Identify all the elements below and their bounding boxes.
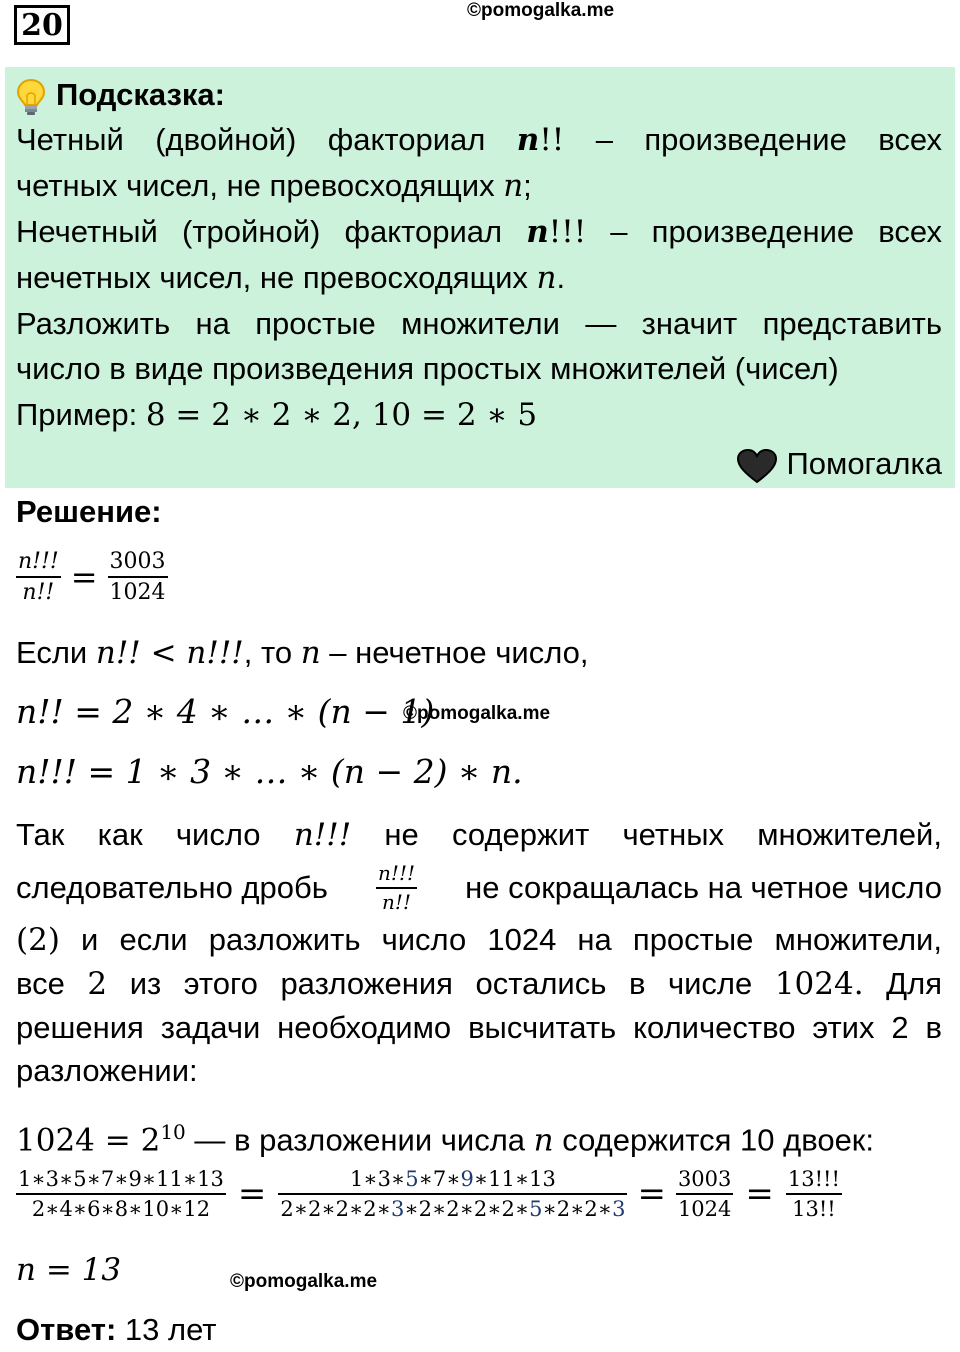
fraction-1: $\frac{1∗3∗5∗7∗9∗11∗13}{2∗4∗6∗8∗10∗12}$ [18,1167,224,1222]
watermark-bottom: ©pomogalka.me [230,1271,378,1292]
word: произведение [644,122,847,157]
solution-title: Решение: [16,494,162,529]
equation-2: n!! = 2 ∗ 4 ∗ … ∗ (n − 1) [16,692,435,731]
triple-factorial: n!!! [526,214,587,250]
condition-line: Если n!! < n!!!, то n – нечетное число, [16,635,589,671]
word: – [595,122,613,157]
brand-name: Помогалка [786,446,942,481]
paragraph-line-1: Так как число n!!! не содержит четных множителей, [16,817,942,853]
inline-fraction: $\frac{n!!!}{n!!}$ [378,861,416,914]
hint-line-5: Разложить на простые множители — значит представить [16,306,942,341]
equation-5: n = 13 [16,1252,122,1288]
fraction-3: $\frac{3003}{1024}$ [677,1167,732,1222]
fraction-2: $\frac{1∗3∗5∗7∗9∗11∗13}{2∗2∗2∗2∗3∗2∗2∗2∗2∗5∗2∗2∗3}$ [280,1167,626,1222]
equation-3: n!!! = 1 ∗ 3 ∗ … ∗ (n − 2) ∗ n. [16,752,523,791]
heart-icon [736,448,778,484]
word: Четный [16,122,124,157]
fraction-right: $\frac{3003}{1024}$ [109,549,166,606]
watermark-middle: ©pomogalka.me [403,703,551,724]
paragraph-line-2: следовательно дробь $\frac{n!!!}{n!!}$ не сокращалась на четное число [16,861,942,914]
hint-line-2: четных чисел, не превосходящих n; [16,168,532,204]
problem-number: 20 [14,5,70,45]
fraction-4: $\frac{13!!!}{13!!}$ [787,1167,840,1222]
hint-example: Пример: 8 = 2 ∗ 2 ∗ 2, 10 = 2 ∗ 5 [16,397,538,433]
word: факториал [327,122,486,157]
hint-title: Подсказка: [56,77,225,112]
equation-1: $\frac{n!!!}{n!!}$ = $\frac{3003}{1024}$ [18,549,166,606]
equation-4: $1024 = 2^{10}$ — в разложении числа n содержится 10 двоек: [16,1120,874,1159]
hint-line-1 [16,120,942,160]
paragraph-line-6: разложении: [16,1053,198,1088]
hint-line-3 [16,212,942,252]
equation-chain: $\frac{1∗3∗5∗7∗9∗11∗13}{2∗4∗6∗8∗10∗12}$ = $\frac{1∗3∗5∗7∗9∗11∗13}{2∗2∗2∗2∗3∗2∗2∗2∗2∗5∗2∗2∗3}$ = $\frac{3003}{1024}$ = $\frac{13!!!}{13!!}$ [18,1167,840,1222]
word: всех [878,214,942,249]
lightbulb-icon [16,78,46,116]
watermark-top: ©pomogalka.me [467,0,615,21]
answer-row [16,1310,217,1350]
word: факториал [344,214,503,249]
paragraph-line-5: решения задачи необходимо высчитать количество этих 2 в [16,1010,942,1045]
paragraph-line-4: все 2 из этого разложения остались в числе 1024. Для [16,966,942,1002]
brand-row [736,444,942,484]
word: всех [878,122,942,157]
hint-line-6: число в виде произведения простых множителей (чисел) [16,351,839,386]
hint-title-row [16,75,225,116]
answer-value: 13 лет [116,1312,217,1347]
hint-line-4: нечетных чисел, не превосходящих n. [16,260,566,296]
answer-label: Ответ: [16,1312,117,1347]
word: (двойной) [155,122,297,157]
double-factorial: n!! [516,122,565,158]
word: Нечетный [16,214,158,249]
fraction-left: $\frac{n!!!}{n!!}$ [18,549,59,606]
word: произведение [651,214,855,249]
word: – [610,214,628,249]
word: (тройной) [182,214,321,249]
paragraph-line-3: (2) и если разложить число 1024 на простые множители, [16,922,942,958]
